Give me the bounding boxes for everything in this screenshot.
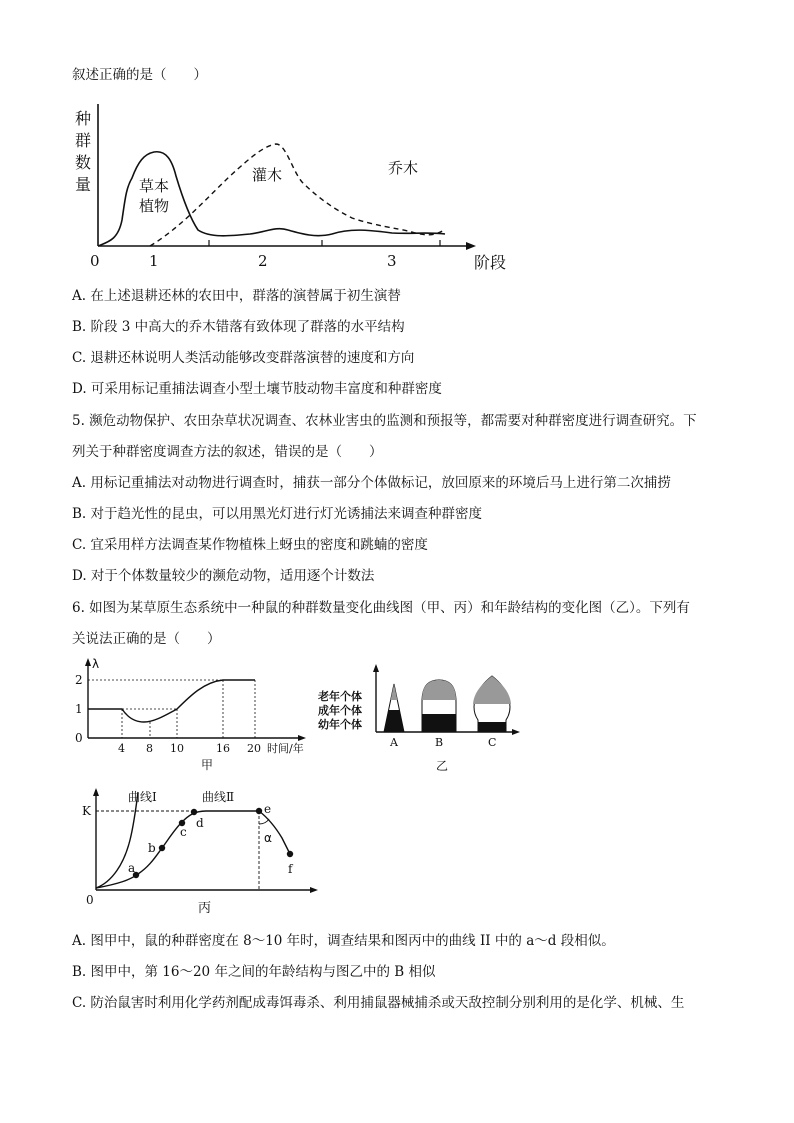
jia-y-tick-0: 0 bbox=[75, 731, 83, 745]
q5-option-d: D. 对于个体数量较少的濒危动物，适用逐个计数法 bbox=[72, 568, 375, 584]
q5-option-b: B. 对于趋光性的昆虫，可以用黑光灯进行灯光诱捕法来调查种群密度 bbox=[72, 506, 483, 522]
q5-option-c: C. 宜采用样方法调查某作物植株上蚜虫的密度和跳蝻的密度 bbox=[72, 537, 428, 553]
yi-letter-c: C bbox=[488, 736, 497, 749]
bing-k-label: K bbox=[82, 804, 91, 818]
point-d bbox=[191, 809, 197, 815]
jia-x-tick-10: 10 bbox=[170, 742, 184, 755]
q5-stem-line1: 5. 濒危动物保护、农田杂草状况调查、农林业害虫的监测和预报等，都需要对种群密度进行调查研究。下 bbox=[72, 413, 697, 429]
age-pyramid-a bbox=[384, 684, 404, 732]
q6-option-a: A. 图甲中，鼠的种群密度在 8～10 年时，调查结果和图丙中的曲线 II 中的 a～d 段相似。 bbox=[72, 933, 615, 949]
q4-option-a: A. 在上述退耕还林的农田中，群落的演替属于初生演替 bbox=[72, 288, 401, 304]
x-tick-0: 0 bbox=[90, 252, 100, 270]
x-tick-2: 2 bbox=[258, 252, 268, 270]
point-f-label: f bbox=[288, 862, 293, 876]
age-bell-b bbox=[422, 680, 456, 732]
yi-row-label-young: 幼年个体 bbox=[318, 718, 362, 731]
lambda-curve bbox=[88, 680, 255, 722]
y-label-1: 种 bbox=[75, 109, 92, 128]
x-axis-label: 阶段 bbox=[474, 253, 507, 272]
x-tick-3: 3 bbox=[387, 252, 397, 270]
y-label-3: 数 bbox=[75, 153, 92, 172]
tree-label: 乔木 bbox=[388, 159, 419, 177]
age-urn-c bbox=[473, 676, 511, 732]
jia-y-tick-2: 2 bbox=[75, 673, 83, 687]
shrub-label: 灌木 bbox=[252, 166, 283, 184]
jia-x-tick-20: 20 bbox=[247, 742, 261, 755]
q5-option-a: A. 用标记重捕法对动物进行调查时，捕获一部分个体做标记，放回原来的环境后马上进行第二次捕捞 bbox=[72, 475, 671, 491]
alpha-arc bbox=[259, 819, 269, 824]
curve-2-s bbox=[96, 811, 290, 888]
jia-x-axis-label: 时间/年 bbox=[267, 742, 304, 755]
figure-bing-growth-curves bbox=[78, 784, 328, 919]
x-tick-1: 1 bbox=[149, 252, 159, 270]
q6-stem-line2: 关说法正确的是（ ） bbox=[72, 631, 221, 647]
q6-option-c: C. 防治鼠害时利用化学药剂配成毒饵毒杀、利用捕鼠器械捕杀或天敌控制分别利用的是化学、机械、生 bbox=[72, 995, 685, 1011]
figure-yi-age-structure bbox=[318, 662, 528, 774]
jia-x-tick-8: 8 bbox=[146, 742, 153, 755]
y-label-2: 群 bbox=[75, 131, 92, 150]
bing-caption: 丙 bbox=[198, 901, 212, 916]
q4-option-b: B. 阶段 3 中高大的乔木错落有致体现了群落的水平结构 bbox=[72, 319, 405, 335]
jia-caption: 甲 bbox=[201, 758, 214, 772]
point-d-label: d bbox=[196, 816, 204, 830]
jia-y-label: λ bbox=[92, 657, 100, 671]
q6-option-b: B. 图甲中，第 16～20 年之间的年龄结构与图乙中的 B 相似 bbox=[72, 964, 436, 980]
curve-1-label: 曲线Ⅰ bbox=[128, 790, 157, 804]
q4-option-d: D. 可采用标记重捕法调查小型土壤节肢动物丰富度和种群密度 bbox=[72, 381, 442, 397]
point-c-label: c bbox=[180, 825, 187, 839]
yi-row-label-adult: 成年个体 bbox=[318, 704, 362, 717]
herb-label-2: 植物 bbox=[139, 197, 170, 215]
succession-chart bbox=[70, 100, 530, 275]
yi-letter-b: B bbox=[435, 736, 444, 749]
jia-x-tick-4: 4 bbox=[118, 742, 125, 755]
q4-option-c: C. 退耕还林说明人类活动能够改变群落演替的速度和方向 bbox=[72, 350, 415, 366]
herb-label-1: 草本 bbox=[139, 177, 170, 195]
q4-stem-tail: 叙述正确的是（ ） bbox=[72, 67, 207, 83]
jia-y-tick-1: 1 bbox=[75, 702, 83, 716]
point-e-label: e bbox=[264, 802, 272, 816]
point-e bbox=[256, 808, 262, 814]
point-b-label: b bbox=[148, 841, 156, 855]
point-b bbox=[159, 845, 165, 851]
y-label-4: 量 bbox=[75, 175, 92, 194]
alpha-label: α bbox=[264, 831, 272, 845]
point-f bbox=[287, 851, 293, 857]
point-a-label: a bbox=[128, 861, 136, 875]
yi-caption: 乙 bbox=[436, 759, 449, 773]
figure-jia-lambda-chart bbox=[70, 656, 320, 776]
bing-origin: 0 bbox=[86, 893, 94, 907]
jia-x-tick-16: 16 bbox=[216, 742, 230, 755]
curve-2-label: 曲线Ⅱ bbox=[202, 790, 235, 804]
q6-stem-line1: 6. 如图为某草原生态系统中一种鼠的种群数量变化曲线图（甲、丙）和年龄结构的变化图（乙）。下列有 bbox=[72, 600, 690, 616]
yi-row-label-old: 老年个体 bbox=[318, 690, 362, 703]
yi-letter-a: A bbox=[390, 736, 398, 749]
q5-stem-line2: 列关于种群密度调查方法的叙述，错误的是（ ） bbox=[72, 444, 383, 460]
